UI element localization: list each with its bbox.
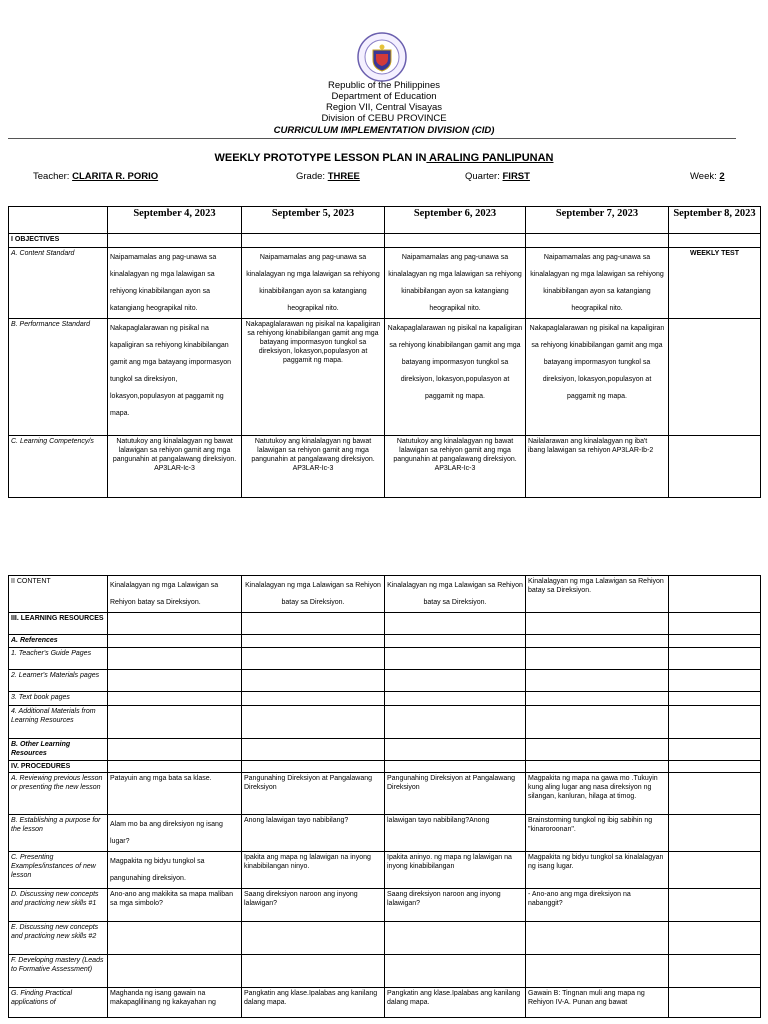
table-cell xyxy=(669,319,761,436)
header-division: Division of CEBU PROVINCE xyxy=(321,113,447,124)
table-cell: Naipamamalas ang pag-unawa sa kinalalagyan ng mga lalawigan sa rehiyong kinabibilangan ayon sa katangiang heograpikal nito. xyxy=(385,248,526,319)
row-label: B. Establishing a purpose for the lesson xyxy=(9,815,108,852)
date-header: September 5, 2023 xyxy=(242,207,385,234)
table-cell: Natutukoy ang kinalalagyan ng bawat lalawigan sa rehiyon gamit ang mga pangunahin at pangalawang direksiyon. AP3LAR-Ic-3 xyxy=(385,436,526,498)
table-cell: lalawigan tayo nabibilang?Anong xyxy=(385,815,526,852)
table-row xyxy=(9,773,761,815)
row-label: E. Discussing new concepts and practicing new skills #2 xyxy=(9,922,108,955)
table-cell: Ano-ano ang makikita sa mapa maliban sa mga simbolo? xyxy=(108,889,242,922)
teacher-field: Teacher: CLARITA R. PORIO xyxy=(33,171,159,182)
date-header: September 6, 2023 xyxy=(385,207,526,234)
table-row xyxy=(9,889,761,922)
row-label: C. Learning Competency/s xyxy=(9,436,108,498)
table-row xyxy=(9,988,761,1018)
row-label: B. Other Learning Resources xyxy=(9,739,108,761)
table-row xyxy=(9,670,761,692)
table-cell xyxy=(669,852,761,889)
table-cell: Patayuin ang mga bata sa klase. xyxy=(108,773,242,815)
table-cell xyxy=(669,815,761,852)
table-row xyxy=(9,852,761,889)
table-row xyxy=(9,635,761,648)
table-cell: Pangkatin ang klase.Ipalabas ang kanilang dalang mapa. xyxy=(385,988,526,1018)
table-cell: Magpakita ng mapa na gawa mo .Tukuyin kung aling lugar ang nasa direksiyon ng silangan, kanluran, hilaga at timog. xyxy=(526,773,669,815)
table-cell: Magpakita ng bidyu tungkol sa kinalalagyan ng isang lugar. xyxy=(526,852,669,889)
row-label: G. Finding Practical applications of xyxy=(9,988,108,1018)
table-cell: Nakapaglalarawan ng pisikal na kapaligiran sa rehiyong kinabibilangan gamit ang mga batayang impormasyon tungkol sa direksiyon, lokasyon,populasyon at paggamit ng mapa. xyxy=(385,319,526,436)
table-row xyxy=(9,613,761,635)
table-cell: Alam mo ba ang direksiyon ng isang lugar? xyxy=(108,815,242,852)
table-cell: - Ano-ano ang mga direksiyon na nabanggit? xyxy=(526,889,669,922)
table-cell: Naipamamalas ang pag-unawa sa kinalalagyan ng mga lalawigan sa rehiyong kinabibilangan ayon sa katangiang heograpikal nito. xyxy=(108,248,242,319)
objectives-heading: I OBJECTIVES xyxy=(9,234,108,248)
table-row xyxy=(9,648,761,670)
table-row xyxy=(9,739,761,761)
table-cell: Naipamamalas ang pag-unawa sa kinalalagyan ng mga lalawigan sa rehiyong kinabibilangan ayon sa katangiang heograpikal nito. xyxy=(242,248,385,319)
header-cid: CURRICULUM IMPLEMENTATION DIVISION (CID) xyxy=(273,125,495,136)
header-divider xyxy=(8,138,736,139)
table-cell xyxy=(669,576,761,613)
row-label: 4. Additional Materials from Learning Resources xyxy=(9,706,108,739)
table-cell: Magpakita ng bidyu tungkol sa pangunahing direksiyon. xyxy=(108,852,242,889)
table-cell: Nailalarawan ang kinalalagyan ng iba't ibang lalawigan sa rehiyon AP3LAR-Ib-2 xyxy=(526,436,669,498)
table-cell xyxy=(669,436,761,498)
table-cell xyxy=(669,988,761,1018)
objectives-table xyxy=(8,206,761,498)
resources-heading: III. LEARNING RESOURCES xyxy=(9,613,108,635)
header-republic: Republic of the Philippines xyxy=(328,80,440,91)
procedures-heading: IV. PROCEDURES xyxy=(9,761,108,773)
page-title: WEEKLY PROTOTYPE LESSON PLAN IN ARALING PANLIPUNAN xyxy=(214,152,554,164)
table-cell: Maghanda ng isang gawain na makapaglilinang ng kakayahan ng xyxy=(108,988,242,1018)
table-row xyxy=(9,761,761,773)
content-label: II CONTENT xyxy=(9,576,108,613)
row-label: A. Reviewing previous lesson or presenting the new lesson xyxy=(9,773,108,815)
table-cell xyxy=(669,773,761,815)
procedures-table xyxy=(8,575,761,1018)
row-label: A. References xyxy=(9,635,108,648)
week-field: Week: 2 xyxy=(690,171,725,182)
table-row xyxy=(9,815,761,852)
table-row xyxy=(9,576,761,613)
table-cell: Ipakita ang mapa ng lalawigan na inyong kinabibilangan ninyo. xyxy=(242,852,385,889)
table-row xyxy=(9,922,761,955)
row-label: B. Performance Standard xyxy=(9,319,108,436)
row-label: A. Content Standard xyxy=(9,248,108,319)
table-cell: Nakapaglalarawan ng pisikal na kapaligiran sa rehiyong kinabibilangan gamit ang mga batayang impormasyon tungkol sa direksiyon, lokasyon,populasyon at paggamit ng mapa. xyxy=(242,319,385,436)
table-row xyxy=(9,436,761,498)
table-cell: WEEKLY TEST xyxy=(669,248,761,319)
quarter-field: Quarter: FIRST xyxy=(465,171,530,182)
date-header: September 4, 2023 xyxy=(108,207,242,234)
row-label: D. Discussing new concepts and practicing new skills #1 xyxy=(9,889,108,922)
table-cell: Nakapaglalarawan ng pisikal na kapaligiran sa rehiyong kinabibilangan gamit ang mga batayang impormasyon tungkol sa direksiyon, lokasyon,populasyon at paggamit ng mapa. xyxy=(108,319,242,436)
table-cell: Gawain B: Tingnan muli ang mapa ng Rehiyon IV-A. Punan ang bawat xyxy=(526,988,669,1018)
table-cell: Anong lalawigan tayo nabibilang? xyxy=(242,815,385,852)
row-label: 3. Text book pages xyxy=(9,692,108,706)
table-cell: Naipamamalas ang pag-unawa sa kinalalagyan ng mga lalawigan sa rehiyong kinabibilangan ayon sa katangiang heograpikal nito. xyxy=(526,248,669,319)
table-cell: Pangunahing Direksiyon at Pangalawang Direksiyon xyxy=(385,773,526,815)
table-cell: Kinalalagyan ng mga Lalawigan sa Rehiyon batay sa Direksiyon. xyxy=(108,576,242,613)
table-cell: Ipakita aninyo. ng mapa ng lalawigan na inyong kinabibilangan xyxy=(385,852,526,889)
table-cell: Kinalalagyan ng mga Lalawigan sa Rehiyon batay sa Direksiyon. xyxy=(242,576,385,613)
table-cell: Kinalalagyan ng mga Lalawigan sa Rehiyon batay sa Direksiyon. xyxy=(385,576,526,613)
table-cell: Pangkatin ang klase.Ipalabas ang kanilang dalang mapa. xyxy=(242,988,385,1018)
table-row xyxy=(9,706,761,739)
header-region: Region VII, Central Visayas xyxy=(326,102,442,113)
table-row xyxy=(9,955,761,988)
grade-field: Grade: THREE xyxy=(296,171,360,182)
table-row xyxy=(9,319,761,436)
table-cell: Natutukoy ang kinalalagyan ng bawat lalawigan sa rehiyon gamit ang mga pangunahin at pangalawang direksiyon. AP3LAR-Ic-3 xyxy=(108,436,242,498)
table-cell: Saang direksiyon naroon ang inyong lalawigan? xyxy=(242,889,385,922)
date-header: September 7, 2023 xyxy=(526,207,669,234)
row-label: C. Presenting Examples/instances of new lesson xyxy=(9,852,108,889)
row-label: 2. Learner's Materials pages xyxy=(9,670,108,692)
deped-seal-icon xyxy=(357,32,407,82)
table-cell: Saang direksiyon naroon ang inyong lalawigan? xyxy=(385,889,526,922)
table-row xyxy=(9,234,761,248)
table-row xyxy=(9,248,761,319)
date-header: September 8, 2023 xyxy=(669,207,761,234)
row-label: 1. Teacher's Guide Pages xyxy=(9,648,108,670)
table-cell: Brainstorming tungkol ng ibig sabihin ng "kinaroroonan". xyxy=(526,815,669,852)
table-cell xyxy=(669,889,761,922)
header-department: Department of Education xyxy=(331,91,437,102)
date-header-row xyxy=(9,207,761,234)
table-cell: Pangunahing Direksiyon at Pangalawang Direksiyon xyxy=(242,773,385,815)
row-label: F. Developing mastery (Leads to Formative Assessment) xyxy=(9,955,108,988)
table-row xyxy=(9,692,761,706)
table-cell: Natutukoy ang kinalalagyan ng bawat lalawigan sa rehiyon gamit ang mga pangunahin at pangalawang direksiyon. AP3LAR-Ic-3 xyxy=(242,436,385,498)
table-cell: Kinalalagyan ng mga Lalawigan sa Rehiyon batay sa Direksiyon. xyxy=(526,576,669,613)
table-cell: Nakapaglalarawan ng pisikal na kapaligiran sa rehiyong kinabibilangan gamit ang mga batayang impormasyon tungkol sa direksiyon, lokasyon,populasyon at paggamit ng mapa. xyxy=(526,319,669,436)
